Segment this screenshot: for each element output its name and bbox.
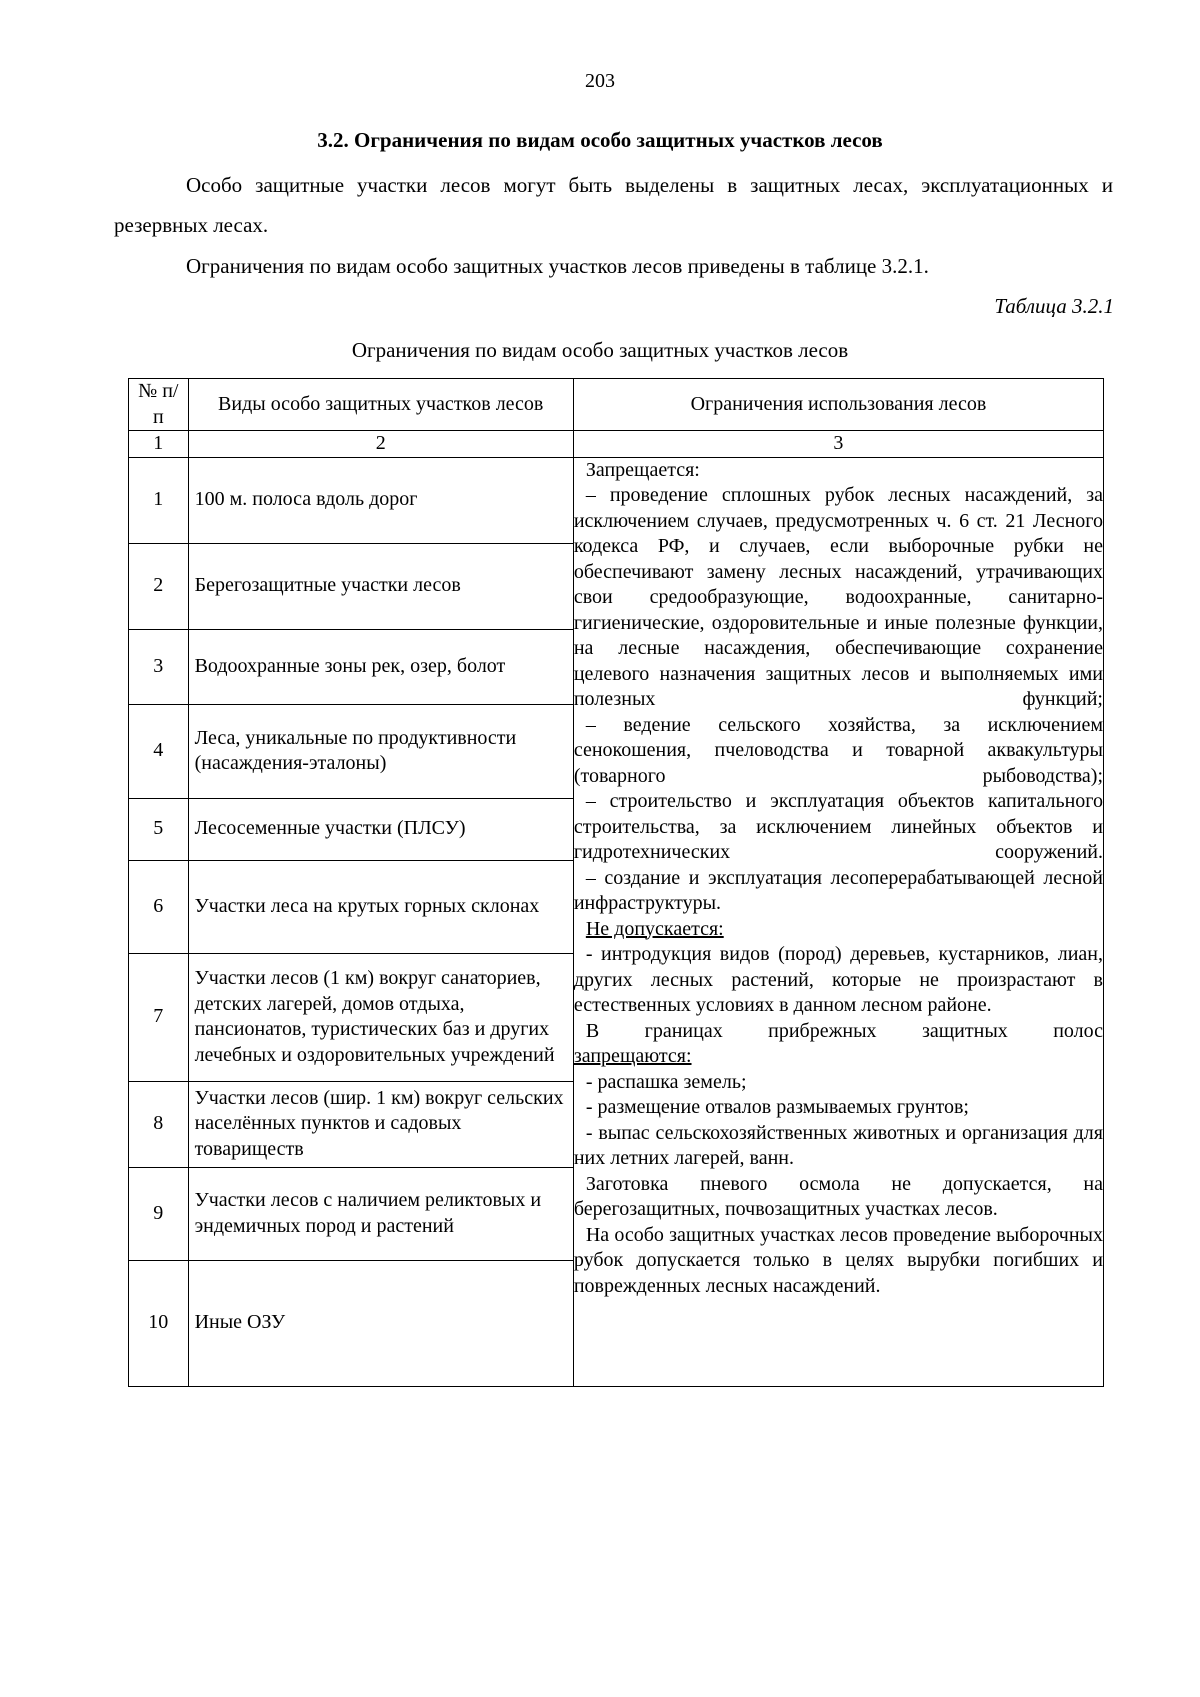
resin-note: Заготовка пневого осмола не допускается, на берегозащитных, почвозащитных участках лесов. bbox=[573, 1172, 1103, 1220]
restrictions-cell bbox=[573, 457, 1103, 1386]
coastal-heading: запрещаются: bbox=[573, 1045, 692, 1067]
forbidden-item: – ведение сельского хозяйства, за исключением сенокошения, пчеловодства и товарной аквакультуры (товарного рыбоводства); bbox=[573, 713, 1103, 787]
forbidden-item: – создание и эксплуатация лесоперерабатывающей лесной инфраструктуры. bbox=[573, 866, 1103, 914]
page-number: 203 bbox=[585, 70, 615, 92]
forbidden-heading: Запрещается: bbox=[585, 458, 700, 481]
header-type: Виды особо защитных участков лесов bbox=[188, 379, 573, 431]
row-number: 7 bbox=[129, 953, 189, 1081]
row-type: Участки лесов с наличием реликтовых и эндемичных пород и растений bbox=[188, 1167, 573, 1260]
row-type: Леса, уникальные по продуктивности (насаждения-эталоны) bbox=[188, 704, 573, 798]
row-type: Лесосеменные участки (ПЛСУ) bbox=[188, 798, 573, 860]
not-allowed-heading: Не допускается: bbox=[585, 917, 724, 940]
forbidden-item: – строительство и эксплуатация объектов капитального строительства, за исключением линейных объектов и гидротехнических сооружений. bbox=[573, 790, 1103, 863]
row-number: 1 bbox=[129, 457, 189, 543]
table-header-row bbox=[129, 379, 1104, 431]
row-type: Участки лесов (шир. 1 км) вокруг сельских населённых пунктов и садовых товариществ bbox=[188, 1081, 573, 1167]
row-number: 10 bbox=[129, 1260, 189, 1386]
header-number: № п/п bbox=[129, 379, 189, 431]
intro-paragraph-2: Ограничения по видам особо защитных участков лесов приведены в таблице 3.2.1. bbox=[186, 254, 929, 278]
column-number-3: 3 bbox=[573, 431, 1103, 458]
row-number: 4 bbox=[129, 704, 189, 798]
row-number: 6 bbox=[129, 860, 189, 953]
table-caption: Таблица 3.2.1 bbox=[994, 294, 1114, 318]
row-number: 2 bbox=[129, 543, 189, 629]
row-type: Иные ОЗУ bbox=[188, 1260, 573, 1386]
intro-paragraph-1: Особо защитные участки лесов могут быть выделены в защитных лесах, эксплуатационных и резервных лесах. bbox=[114, 173, 1113, 237]
table-title: Ограничения по видам особо защитных участков лесов bbox=[351, 338, 849, 362]
row-number: 5 bbox=[129, 798, 189, 860]
section-title: 3.2. Ограничения по видам особо защитных участков лесов bbox=[317, 128, 883, 152]
row-number: 9 bbox=[129, 1167, 189, 1260]
header-restrictions: Ограничения использования лесов bbox=[573, 379, 1103, 431]
row-type: Водоохранные зоны рек, озер, болот bbox=[188, 629, 573, 704]
column-number-1: 1 bbox=[129, 431, 189, 458]
row-type: Участки леса на крутых горных склонах bbox=[188, 860, 573, 953]
row-number: 8 bbox=[129, 1081, 189, 1167]
forbidden-item: – проведение сплошных рубок лесных насаждений, за исключением случаев, предусмотренных ч. 6 ст. 21 Лесного кодекса РФ, и случаев, если выборочные рубки не обеспечивают замену лесных насаждений, утрачивающих свои средообразующие, водоохранные, санитарно-гигиенические, оздоровительные и иные полезные функции, на лесные насаждения, обеспечивающие сохранение целевого назначения защитных лесов и выполняемых ими полезных функций; bbox=[573, 484, 1103, 710]
coastal-item: - выпас сельскохозяйственных животных и организация для них летних лагерей, ванн. bbox=[573, 1121, 1103, 1169]
row-type: Участки лесов (1 км) вокруг санаториев, детских лагерей, домов отдыха, пансионатов, туристических баз и других лечебных и оздоровительных учреждений bbox=[188, 953, 573, 1081]
not-allowed-item: - интродукция видов (пород) деревьев, кустарников, лиан, других лесных растений, которые не произрастают в естественных условиях в данном лесном районе. bbox=[573, 943, 1103, 1016]
table-row bbox=[129, 457, 1104, 543]
coastal-item: - распашка земель; bbox=[585, 1070, 747, 1093]
row-number: 3 bbox=[129, 629, 189, 704]
column-number-row bbox=[129, 431, 1104, 458]
row-type: 100 м. полоса вдоль дорог bbox=[188, 457, 573, 543]
selective-note: На особо защитных участках лесов проведение выборочных рубок допускается только в целях вырубки погибших и поврежденных лесных насаждений. bbox=[573, 1223, 1103, 1297]
column-number-2: 2 bbox=[188, 431, 573, 458]
row-type: Берегозащитные участки лесов bbox=[188, 543, 573, 629]
coastal-item: - размещение отвалов размываемых грунтов; bbox=[585, 1096, 969, 1118]
restrictions-table bbox=[128, 378, 1104, 1387]
coastal-prefix: В границах прибрежных защитных полос bbox=[585, 1019, 1103, 1042]
